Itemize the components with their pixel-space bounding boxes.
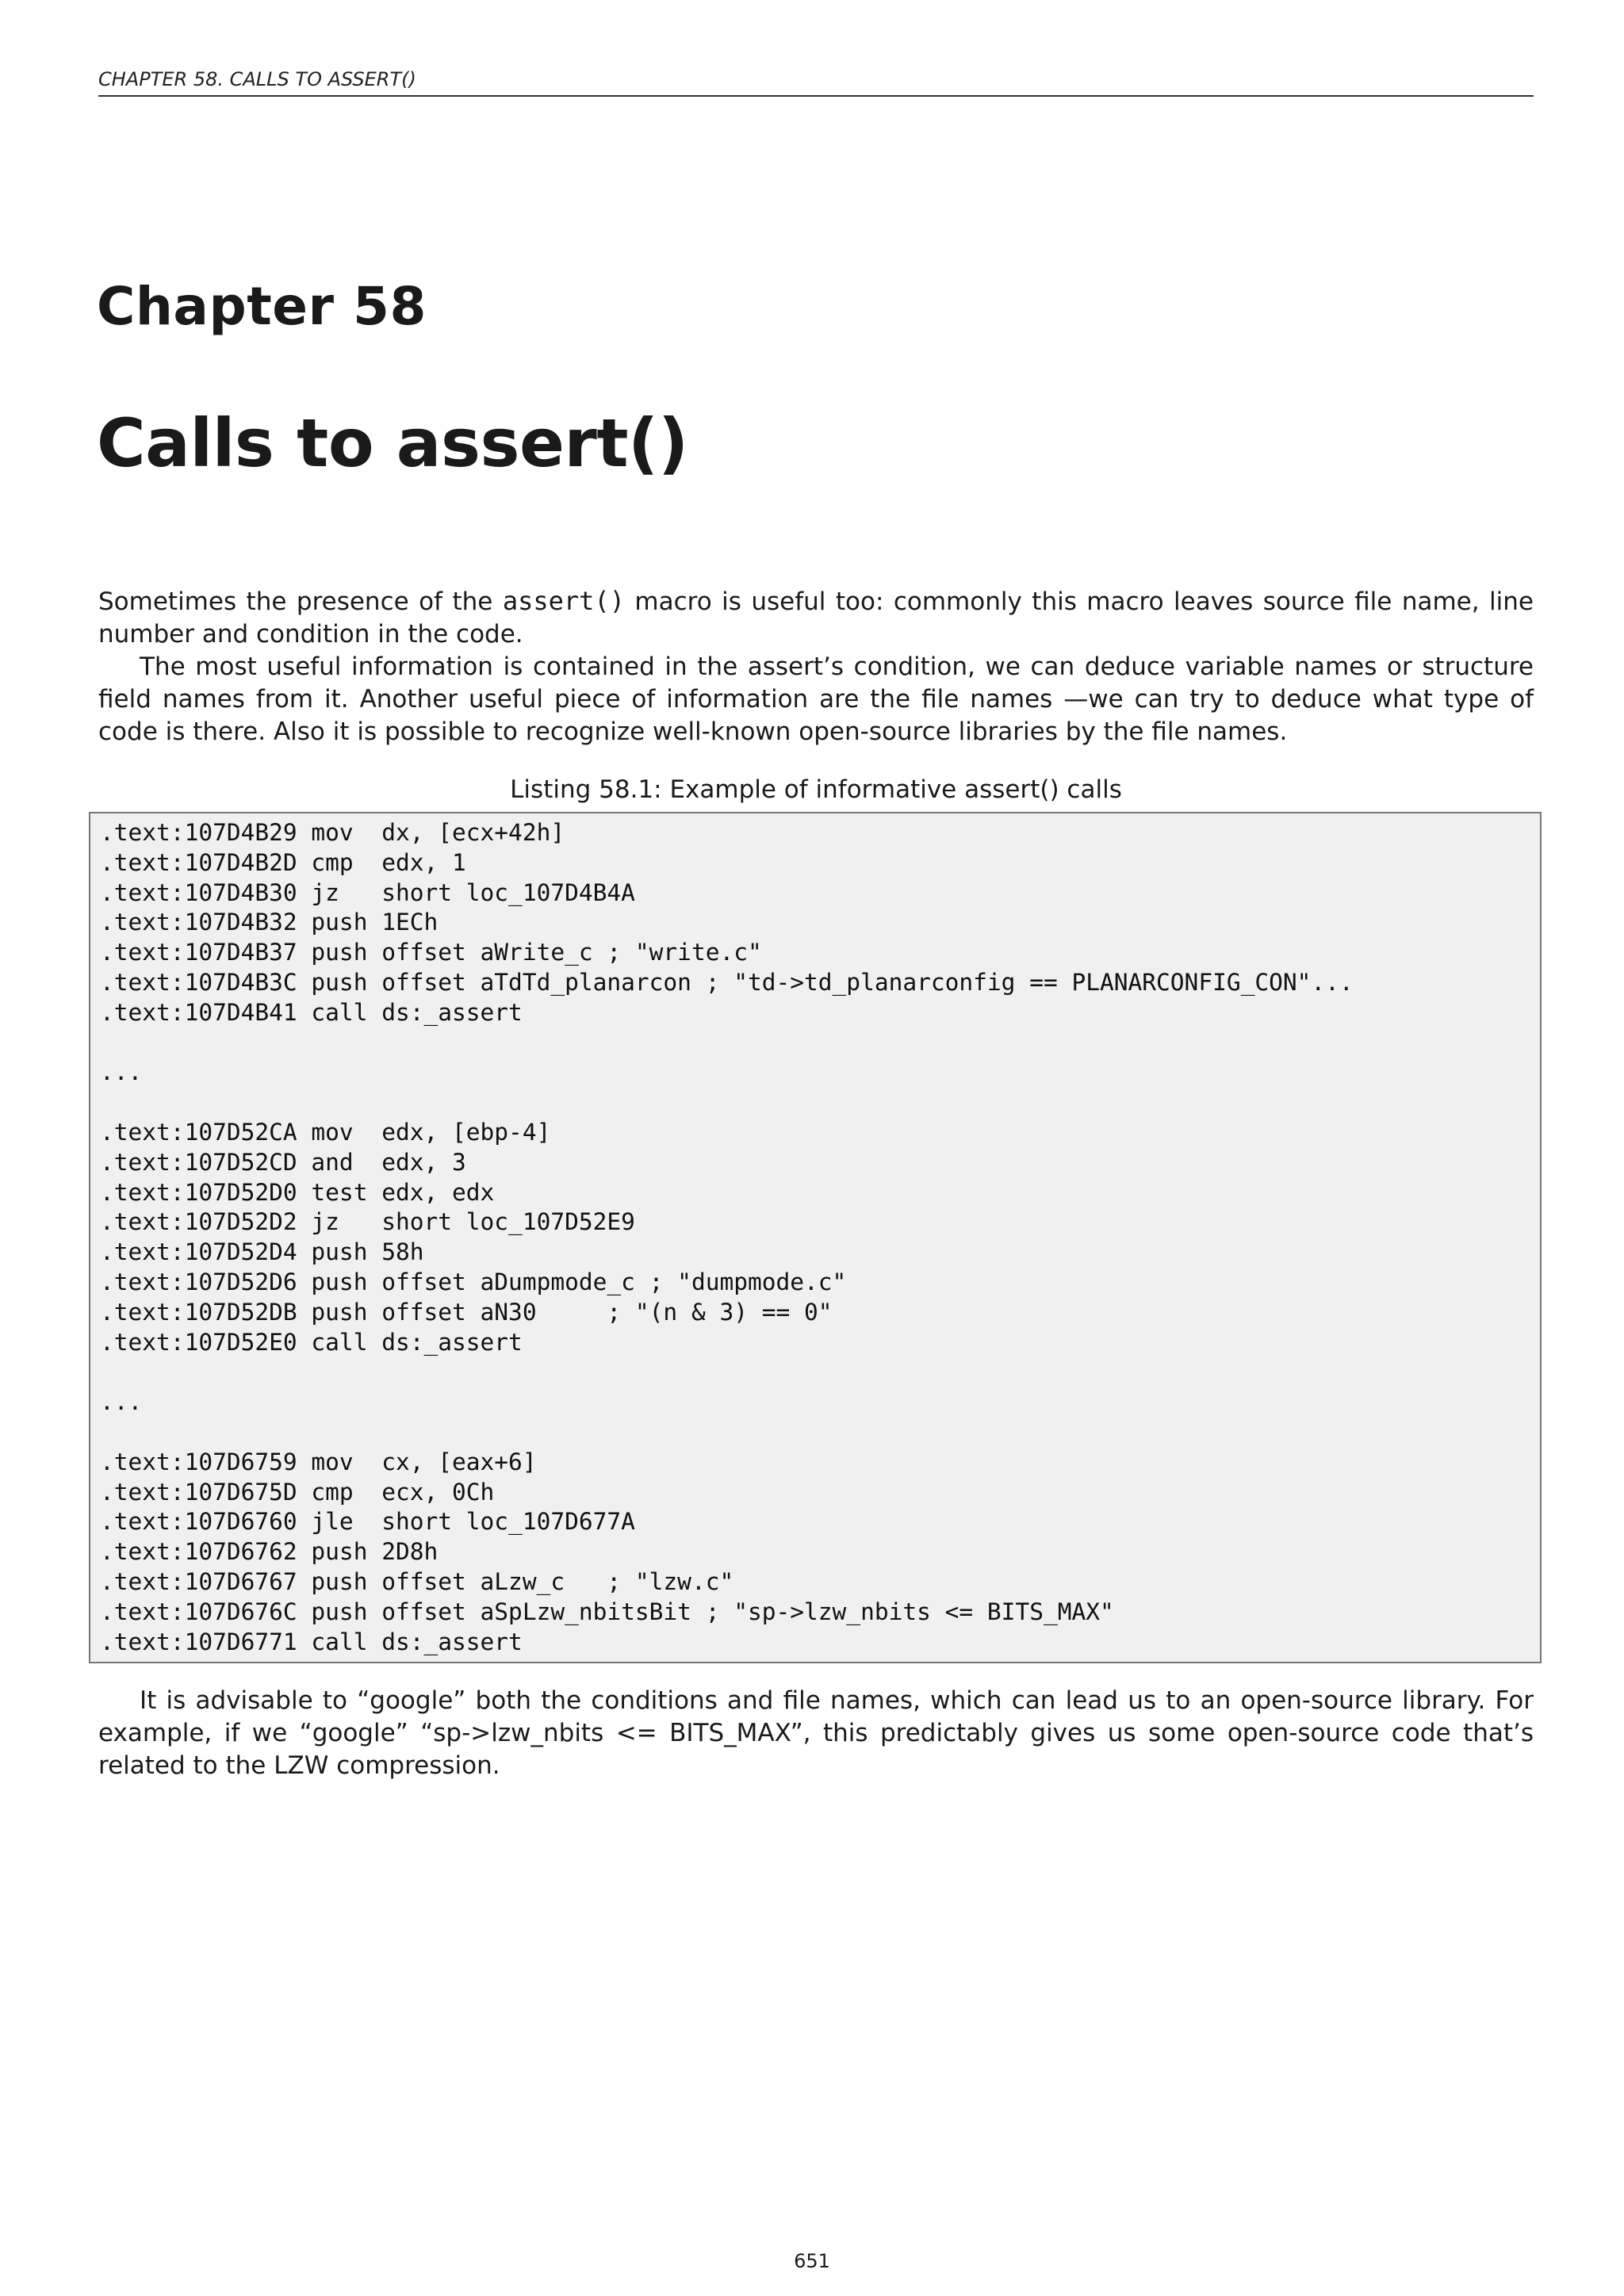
- code-line: .text:107D52D2 jz short loc_107D52E9: [100, 1208, 635, 1236]
- code-line: .text:107D6759 mov cx, [eax+6]: [100, 1448, 537, 1475]
- code-line: .text:107D52CD and edx, 3: [100, 1148, 466, 1176]
- code-line: .text:107D675D cmp ecx, 0Ch: [100, 1478, 495, 1506]
- code-line: .text:107D4B3C push offset aTdTd_planarcon ; "td->td_planarconfig == PLANARCONFIG_CON"...: [100, 968, 1354, 996]
- code-line: .text:107D4B2D cmp edx, 1: [100, 848, 466, 876]
- chapter-label: Chapter 58: [97, 276, 427, 337]
- intro-text-before: Sometimes the presence of the: [98, 587, 503, 616]
- code-listing: [89, 812, 1542, 1663]
- code-line: .text:107D52D0 test edx, edx: [100, 1178, 495, 1206]
- chapter-title: Calls to assert(): [97, 404, 688, 482]
- code-line: .text:107D52CA mov edx, [ebp-4]: [100, 1118, 551, 1146]
- page-number: 651: [794, 2250, 830, 2272]
- code-line: ...: [100, 1058, 143, 1086]
- condition-paragraph: The most useful information is contained in the assert’s condition, we can deduce variable names or structure field names from it. Another useful piece of information are the file names —we can try to deduce what type of code is there. Also it is possible to recognize well-known open-source libraries by the file names.: [98, 652, 1534, 746]
- code-line: .text:107D52DB push offset aN30 ; "(n & 3) == 0": [100, 1298, 833, 1326]
- google-paragraph: It is advisable to “google” both the conditions and file names, which can lead us to an open-source library. For example, if we “google” “sp->lzw_nbits <= BITS_MAX”, this predictably gives us some open-source code that’s related to the LZW compression.: [98, 1686, 1534, 1780]
- code-line: [100, 1028, 1530, 1058]
- code-line: .text:107D52D4 push 58h: [100, 1238, 424, 1266]
- code-line: .text:107D6760 jle short loc_107D677A: [100, 1508, 635, 1536]
- code-line: .text:107D4B41 call ds:_assert: [100, 998, 523, 1026]
- running-header: CHAPTER 58. CALLS TO ASSERT(): [98, 68, 1534, 97]
- code-line: .text:107D6771 call ds:_assert: [100, 1628, 523, 1655]
- code-line: .text:107D52E0 call ds:_assert: [100, 1328, 523, 1356]
- code-line: [100, 1357, 1530, 1387]
- code-line: .text:107D4B32 push 1ECh: [100, 909, 439, 936]
- code-line: .text:107D52D6 push offset aDumpmode_c ; "dumpmode.c": [100, 1268, 847, 1295]
- code-line: .text:107D676C push offset aSpLzw_nbitsBit ; "sp->lzw_nbits <= BITS_MAX": [100, 1598, 1114, 1625]
- code-line: ...: [100, 1388, 143, 1416]
- listing-caption: Listing 58.1: Example of informative assert() calls: [510, 775, 1122, 804]
- intro-paragraph: [98, 585, 1534, 651]
- code-line: .text:107D6762 push 2D8h: [100, 1538, 439, 1566]
- intro-text-after: macro is useful too: commonly this macro leaves source file name, line number and condition in the code.: [98, 587, 1534, 649]
- code-line: .text:107D4B37 push offset aWrite_c ; "write.c": [100, 939, 762, 966]
- code-line: .text:107D6767 push offset aLzw_c ; "lzw.c": [100, 1567, 734, 1595]
- code-line: .text:107D4B29 mov dx, [ecx+42h]: [100, 819, 565, 846]
- code-line: [100, 1418, 1530, 1448]
- inline-code-assert: assert(): [502, 586, 625, 616]
- code-line: [100, 1088, 1530, 1118]
- code-line: .text:107D4B30 jz short loc_107D4B4A: [100, 878, 635, 906]
